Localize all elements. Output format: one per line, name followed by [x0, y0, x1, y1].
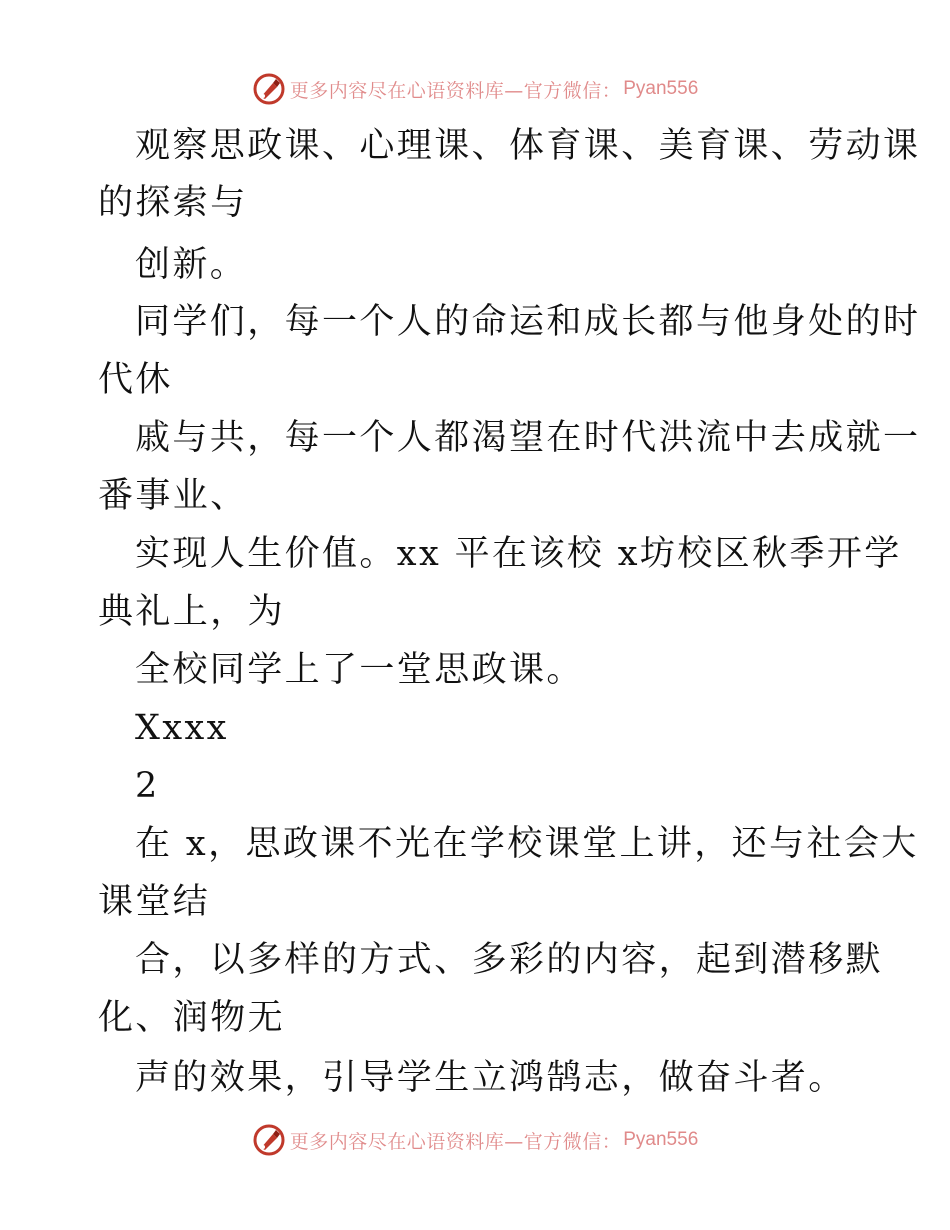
text-line: 课堂结	[98, 882, 211, 922]
footer-watermark	[0, 1122, 950, 1158]
text-line: 番事业、	[98, 476, 248, 516]
text-line: 全校同学上了一堂思政课。	[135, 650, 584, 690]
text-line: 同学们，每一个人的命运和成长都与他身处的时	[135, 302, 921, 342]
text-line: 声的效果，引导学生立鸿鹄志，做奋斗者。	[135, 1058, 846, 1098]
text-line: 2	[135, 766, 160, 806]
text-line: 的探索与	[98, 183, 248, 223]
header-watermark	[0, 71, 950, 107]
text-line: 合，以多样的方式、多彩的内容，起到潜移默	[135, 940, 884, 980]
watermark-id: Pyan556	[623, 78, 699, 99]
text-line: 典礼上，为	[98, 592, 286, 632]
text-line: 在 x，思政课不光在学校课堂上讲，还与社会大	[135, 824, 919, 864]
watermark-id: Pyan556	[623, 1129, 699, 1150]
text-line: 化、润物无	[98, 998, 286, 1038]
pen-logo-icon	[252, 1123, 286, 1157]
pen-logo-icon	[252, 72, 286, 106]
text-line: 实现人生价值。xx 平在该校 x坊校区秋季开学	[135, 534, 902, 574]
watermark-text: 更多内容尽在心语资料库—官方微信：	[289, 1130, 622, 1153]
text-line: 观察思政课、心理课、体育课、美育课、劳动课	[135, 126, 921, 166]
text-line: 创新。	[135, 245, 248, 285]
text-line: 戚与共，每一个人都渴望在时代洪流中去成就一	[135, 418, 921, 458]
text-line: 代休	[98, 360, 173, 400]
watermark-text: 更多内容尽在心语资料库—官方微信：	[289, 79, 622, 102]
text-line: Xxxx	[135, 708, 229, 748]
